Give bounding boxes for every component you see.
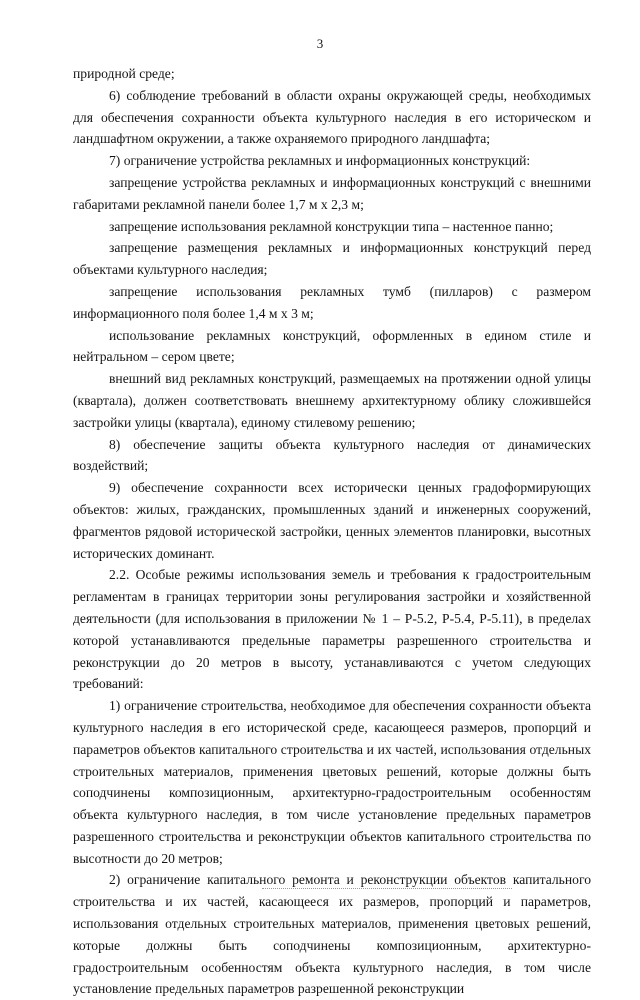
paragraph: 2.2. Особые режимы использования земель и требования к градостроительным регламентам в границах территории зоны регулирования застройки и хозяйственной деятельности (для использования в приложении № 1 – Р-5.2, Р-5.4, Р-5.11), в пределах которой устанавливаются предельные параметры разрешенного строительства и реконструкции до 20 метров в высоту, устанавливаются с учетом следующих требований: bbox=[73, 567, 591, 692]
paragraph: 1) ограничение строительства, необходимое для обеспечения сохранности объекта культурного наследия в его исторической среде, касающееся размеров, пропорций и параметров объектов капитального строительства и их частей, использования отдельных строительных материалов, применения цветовых решений, которые должны быть соподчинены композиционным, архитектурно-градостроительным особенностям объекта культурного наследия, в том числе установление предельных параметров разрешенного строительства и реконструкции объектов капитального строительства по высотности до 20 метров; bbox=[73, 698, 591, 866]
paragraph: 8) обеспечение защиты объекта культурного наследия от динамических воздействий; bbox=[73, 436, 591, 474]
scan-artifact-line bbox=[262, 888, 512, 889]
paragraph: 9) обеспечение сохранности всех исторически ценных градоформирующих объектов: жилых, гражданских, промышленных зданий и инженерных сооружений, фрагментов рядовой исторической застройки, ценных элементов планировки, высотных исторических доминант. bbox=[73, 480, 591, 561]
page-number: 3 bbox=[316, 36, 324, 51]
document-body bbox=[73, 63, 591, 1000]
paragraph: запрещение использования рекламных тумб (пилларов) с размером информационного поля более 1,4 м х 3 м; bbox=[73, 283, 591, 321]
paragraph: использование рекламных конструкций, оформленных в едином стиле и нейтральном – сером цвете; bbox=[73, 327, 591, 365]
paragraph: 2) ограничение капитального ремонта и реконструкции объектов капитального строительства и их частей, касающееся их размеров, пропорций и параметров, использования отдельных строительных материалов, применения цветовых решений, которые должны быть соподчинены композиционным, архитектурно-градостроительным особенностям объекта культурного наследия, в том числе установление предельных параметров разрешенной реконструкции bbox=[73, 872, 591, 997]
paragraph: 7) ограничение устройства рекламных и информационных конструкций: bbox=[109, 153, 531, 169]
paragraph: 6) соблюдение требований в области охраны окружающей среды, необходимых для обеспечения сохранности объекта культурного наследия в его историческом и ландшафтном окружении, а также охраняемого природного ландшафта; bbox=[73, 87, 591, 147]
paragraph: запрещение размещения рекламных и информационных конструкций перед объектами культурного наследия; bbox=[73, 240, 591, 278]
paragraph: запрещение использования рекламной конструкции типа – настенное панно; bbox=[109, 218, 554, 234]
paragraph: внешний вид рекламных конструкций, размещаемых на протяжении одной улицы (квартала), должен соответствовать внешнему архитектурному облику сложившейся застройки улицы (квартала), единому стилевому решению; bbox=[73, 371, 591, 430]
paragraph: запрещение устройства рекламных и информационных конструкций с внешними габаритами рекламной панели более 1,7 м х 2,3 м; bbox=[73, 174, 591, 212]
paragraph: природной среде; bbox=[73, 66, 175, 81]
